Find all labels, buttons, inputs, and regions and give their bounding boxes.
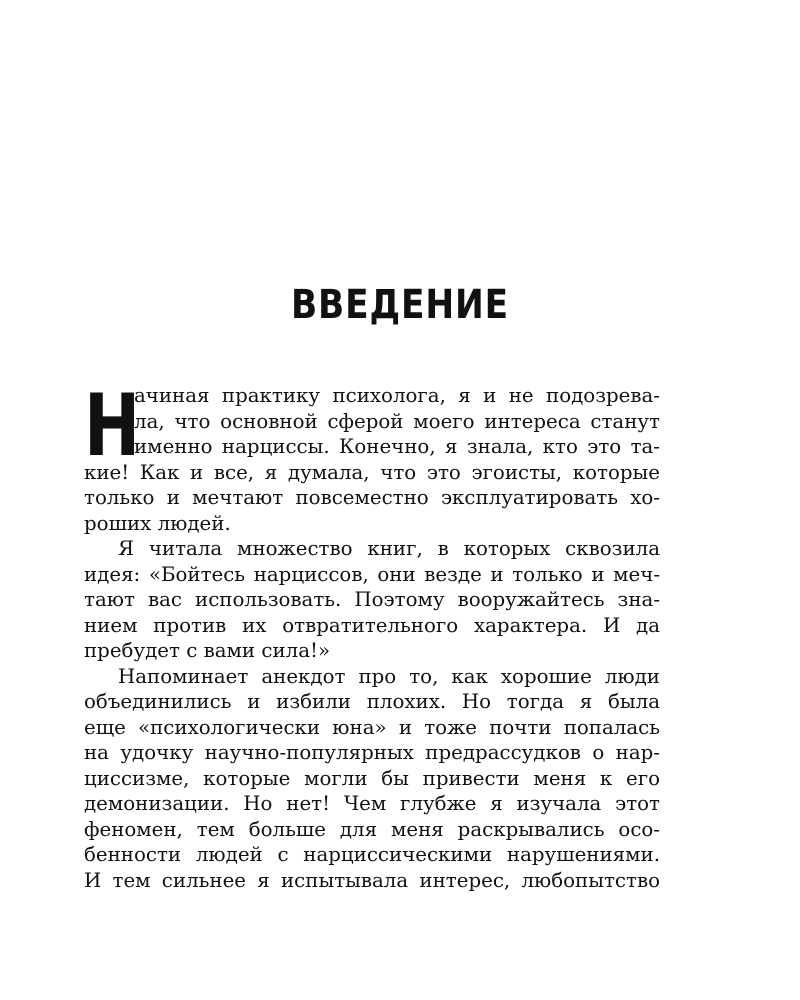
text-line: бенности людей с нарциссическими нарушениями. (84, 843, 660, 866)
text-line: только и мечтают повсеместно эксплуатировать хо- (84, 486, 660, 509)
text-line: ла, что основной сферой моего интереса станут (134, 409, 660, 433)
text-line: феномен, тем больше для меня раскрывались осо- (84, 817, 660, 841)
text-line: нием против их отвратительного характера. И да (84, 613, 660, 637)
text-line: тают вас использовать. Поэтому вооружайтесь зна- (84, 588, 660, 611)
text-line: именно нарциссы. Конечно, я знала, кто это та- (134, 435, 660, 458)
body-text (84, 376, 660, 893)
text-line: циссизме, которые могли бы привести меня к его (84, 766, 660, 790)
text-line: ачиная практику психолога, я и не подозрева- (134, 384, 660, 407)
text-line: роших людей. (84, 511, 231, 535)
text-line: объединились и избили плохих. Но тогда я была (84, 690, 660, 713)
text-line: на удочку научно-популярных предрассудков о нар- (84, 741, 660, 764)
drop-cap-letter: Н (84, 376, 141, 476)
chapter-title: ВВЕДЕНИЕ (290, 282, 510, 328)
text-line: идея: «Бойтесь нарциссов, они везде и только и меч- (84, 562, 660, 586)
text-line: еще «психологически юна» и тоже почти попалась (84, 715, 660, 739)
text-line: Напоминает анекдот про то, как хорошие люди (118, 664, 660, 688)
text-line: Я читала множество книг, в которых сквозила (118, 537, 660, 560)
text-line: И тем сильнее я испытывала интерес, любопытство (84, 868, 660, 892)
text-line: демонизации. Но нет! Чем глубже я изучала этот (84, 792, 660, 815)
text-line: пребудет с вами сила!» (84, 639, 331, 662)
text-line: кие! Как и все, я думала, что это эгоисты, которые (84, 460, 660, 484)
